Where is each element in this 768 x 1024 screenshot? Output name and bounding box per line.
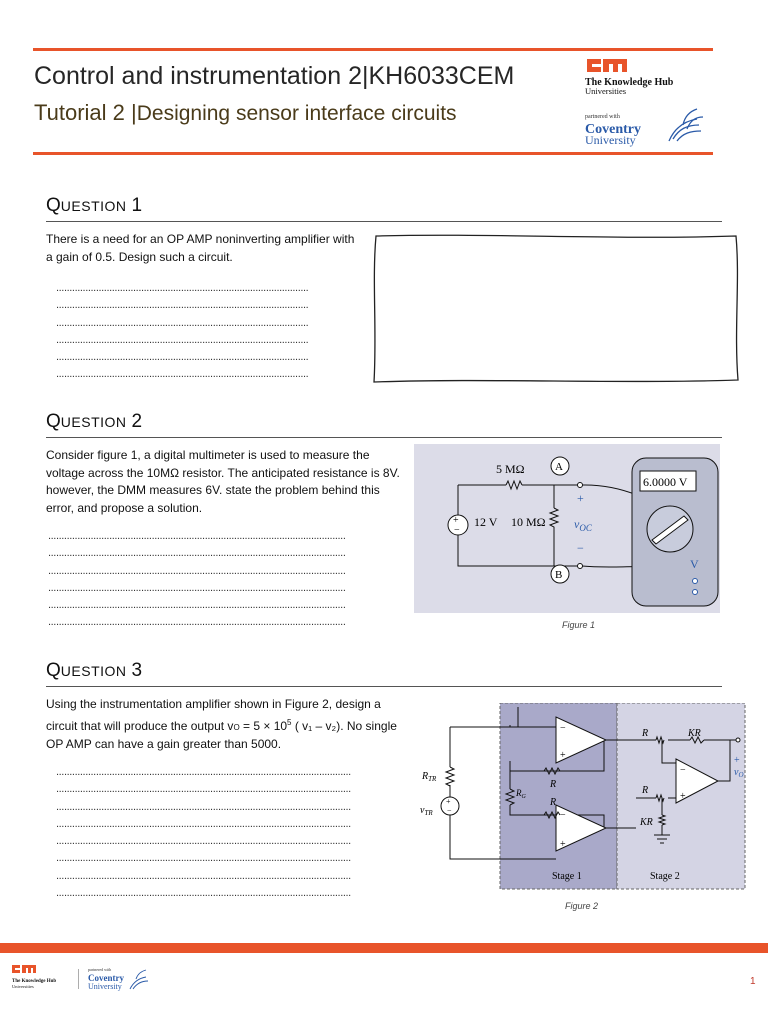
answer-line: ................................................................................................................ — [48, 547, 346, 560]
footer-logo-partner-sub: University — [88, 982, 122, 991]
answer-line: ............................................................................................................... — [56, 852, 351, 865]
question-1-answer-lines[interactable] — [56, 280, 346, 384]
svg-text:+: + — [560, 750, 566, 761]
footer-logo-org-name: The Knowledge Hub — [12, 979, 57, 984]
tutorial-title — [34, 100, 457, 126]
question-3-heading: QUESTION 3 — [46, 660, 143, 681]
resistor-rtr-symbol — [446, 767, 454, 786]
logo-partner-sub: University — [585, 133, 636, 147]
question-3-rule — [46, 686, 722, 687]
source-label: 12 V — [474, 515, 498, 529]
question-2-answer-lines[interactable] — [48, 528, 403, 632]
footer-logo — [12, 963, 152, 993]
answer-line: ............................................................................................................... — [56, 869, 351, 882]
rg-label: $R_G$ — [516, 788, 526, 800]
svg-text:−: − — [454, 525, 460, 536]
svg-text:−: − — [560, 723, 566, 734]
meter-v-label: V — [690, 557, 699, 571]
header-bottom-rule — [33, 152, 713, 155]
svg-text:+: + — [453, 515, 459, 526]
answer-line: ............................................................................................... — [56, 299, 309, 312]
answer-line: ............................................................................................................... — [56, 800, 351, 813]
figure-1-circuit — [414, 444, 720, 613]
svg-text:−: − — [560, 810, 566, 821]
question-1-text: There is a need for an OP AMP noninverting amplifier with a gain of 0.5. Design such a circuit. — [46, 232, 355, 264]
rtr-label: $R_{TR}$ — [422, 771, 437, 783]
r2-label: 10 MΩ — [511, 515, 546, 529]
svg-text:−: − — [577, 541, 584, 555]
r-label-stage1-top: R — [550, 779, 557, 790]
question-1-heading: QUESTION 1 — [46, 195, 143, 216]
question-3-text: Using the instrumentation amplifier shown in Figure 2, design a circuit that will produce the output vO = $5 \times 10^5$ ( v₁ – v₂). No single OP AMP can have a gain greater than 5000. — [46, 697, 397, 751]
node-b-label: B — [555, 569, 563, 581]
question-3-answer-lines[interactable] — [56, 764, 386, 902]
footer-logo-partner-text: partnered with — [88, 967, 112, 972]
header-top-rule — [33, 48, 713, 51]
svg-text:+: + — [577, 491, 584, 505]
document-title: Control and instrumentation 2|KH6033CEM — [34, 62, 515, 90]
answer-line: ................................................................................................................ — [48, 564, 346, 577]
answer-line: ............................................................................................................... — [56, 783, 351, 796]
logo-partner-text: partnered with — [585, 114, 620, 120]
phoenix-icon — [669, 109, 703, 141]
answer-line: ............................................................................................... — [56, 333, 309, 346]
answer-line: ............................................................................................... — [56, 316, 309, 329]
answer-line: ............................................................................................................... — [56, 887, 351, 900]
r-label-stage1-bottom: R — [550, 797, 557, 808]
figure-2-circuit — [418, 703, 748, 891]
footer-logo-partner-name: Coventry — [88, 973, 124, 983]
answer-line: ............................................................................................................... — [56, 766, 351, 778]
svg-text:+: + — [560, 839, 566, 850]
answer-line: ............................................................................................... — [56, 351, 309, 364]
answer-line: ............................................................................................... — [56, 368, 309, 381]
svg-text:+: + — [680, 791, 686, 802]
answer-line: ................................................................................................................ — [48, 616, 346, 629]
r1-label: 5 MΩ — [496, 462, 525, 476]
logo-partner-name: Coventry — [585, 122, 641, 137]
logo-org-sub: Universities — [585, 86, 627, 96]
answer-line: ................................................................................................................ — [48, 581, 346, 594]
tutorial-subtitle: Designing sensor interface circuits — [136, 102, 457, 125]
kr-label-top: KR — [688, 728, 701, 739]
stage-1-label: Stage 1 — [552, 871, 582, 882]
voc-label: $v_{OC}$ — [574, 517, 592, 533]
question-1-answer-box[interactable] — [368, 230, 746, 388]
question-1-rule — [46, 221, 722, 222]
answer-line: ............................................................................................................... — [56, 817, 351, 830]
svg-text:+: + — [446, 797, 451, 806]
answer-line: ............................................................................................................... — [56, 835, 351, 848]
figure-2-caption: Figure 2 — [565, 901, 599, 911]
multimeter-reading: 6.0000 V — [643, 475, 688, 489]
footer-logo-org-sub: Universities — [12, 984, 34, 989]
vtr-label: $v_{TR}$ — [420, 805, 433, 817]
tutorial-label: Tutorial 2 | — [34, 100, 137, 125]
logo-org-name: The Knowledge Hub — [585, 77, 674, 88]
footer-phoenix-icon — [130, 970, 148, 989]
svg-text:+: + — [734, 755, 740, 766]
svg-text:−: − — [447, 806, 452, 815]
question-2-rule — [46, 437, 722, 438]
question-2-text: Consider figure 1, a digital multimeter is used to measure the voltage across the 10MΩ resistor. The anticipated resistance is 8V. however, the DMM measures 6V. state the problem behind this error, and propose a solution. — [46, 448, 400, 515]
vo-label: $v_O$ — [734, 767, 744, 779]
knowledge-hub-logo — [585, 55, 715, 155]
answer-line: ............................................................................................... — [56, 282, 309, 294]
r-label-stage2-bottom: R — [642, 785, 649, 796]
question-2-heading: QUESTION 2 — [46, 411, 143, 432]
stage-2-label: Stage 2 — [650, 871, 680, 882]
r-label-stage2-top: R — [642, 728, 649, 739]
answer-line: ................................................................................................................ — [48, 530, 346, 542]
svg-text:−: − — [680, 765, 686, 776]
figure-1-caption: Figure 1 — [562, 620, 596, 630]
kr-label-bottom: KR — [640, 817, 653, 828]
page-number: 1 — [750, 976, 756, 987]
footer-bar — [0, 943, 768, 953]
node-a-label: A — [555, 461, 563, 473]
knowledge-hub-logo-mark — [585, 55, 715, 150]
answer-line: ................................................................................................................ — [48, 599, 346, 612]
